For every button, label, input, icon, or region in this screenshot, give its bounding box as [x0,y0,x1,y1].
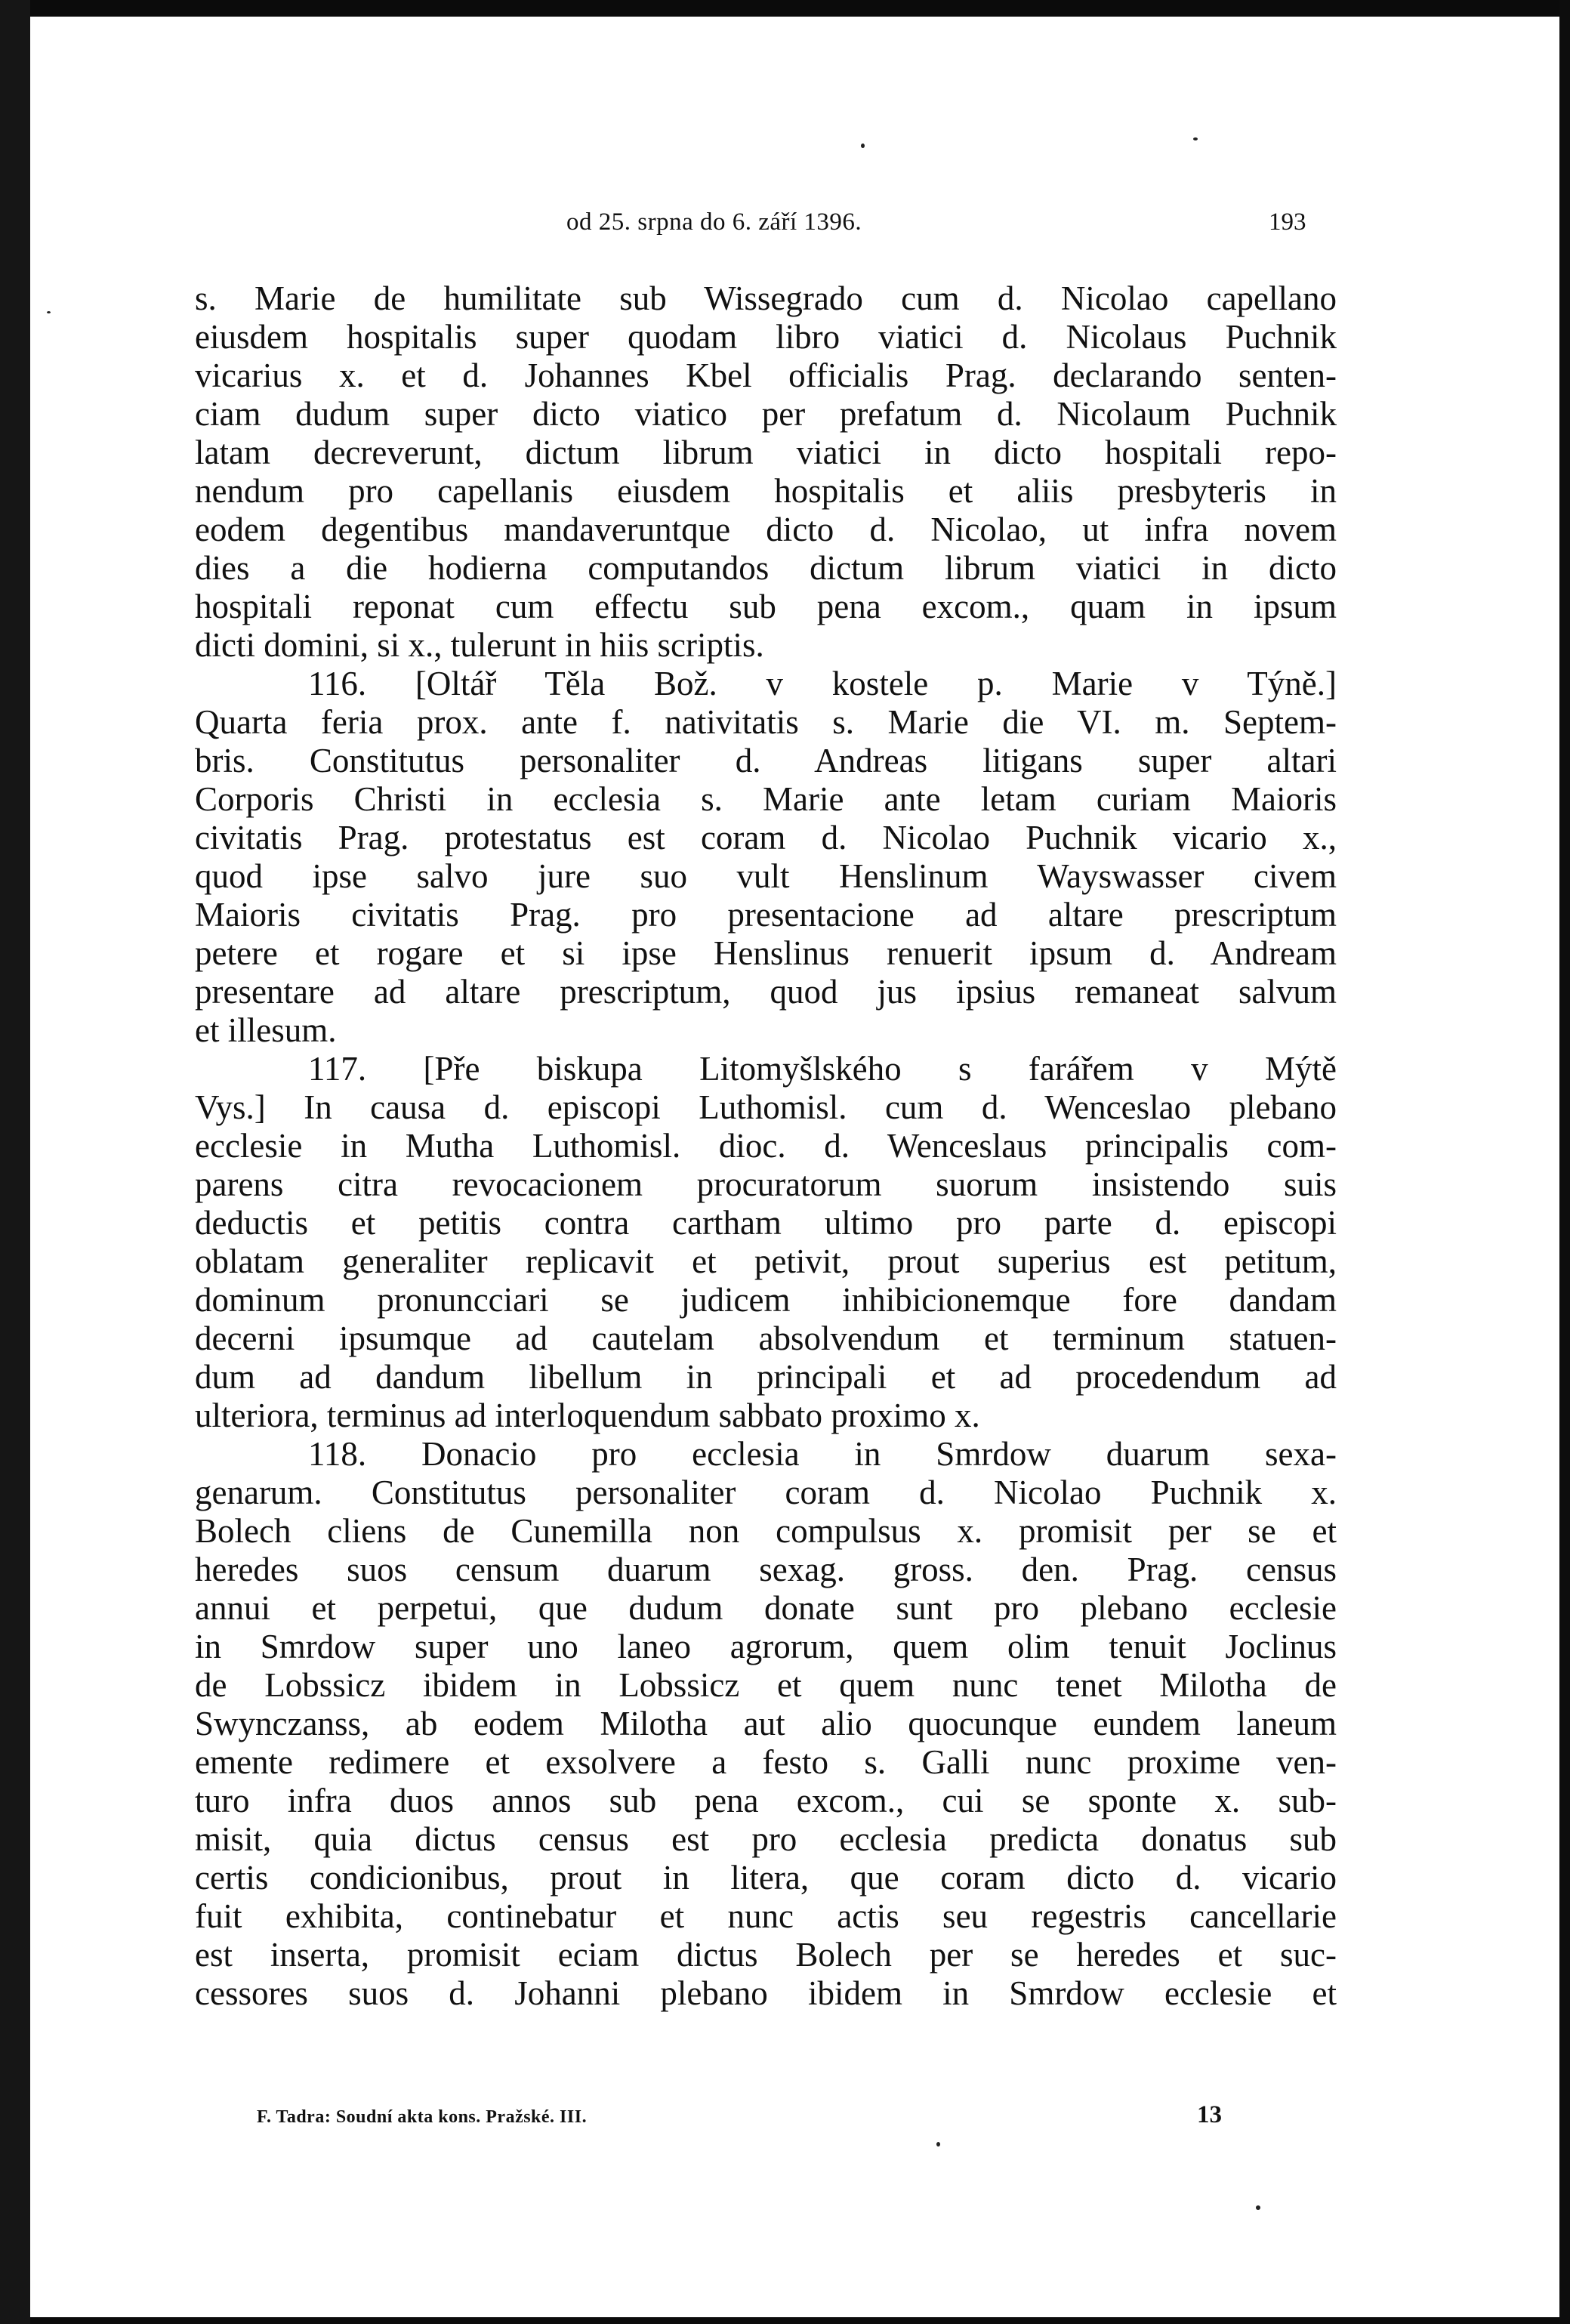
scan-speck [47,311,51,313]
text-line: Swynczanss, ab eodem Milotha aut alio quocunque eundem laneum [195,1705,1337,1742]
scan-right-border [1559,0,1570,2324]
text-line: dicti domini, si x., tulerunt in hiis scriptis. [195,626,764,664]
text-line: dies a die hodierna computandos dictum librum viatici in dicto [195,549,1337,587]
text-line: Vys.] In causa d. episcopi Luthomisl. cum d. Wenceslao plebano [195,1088,1337,1126]
text-line: civitatis Prag. protestatus est coram d. Nicolao Puchnik vicario x., [195,819,1337,856]
body-text [195,279,1337,2013]
text-line: fuit exhibita, continebatur et nunc actis seu regestris cancellarie [195,1897,1337,1935]
text-line: s. Marie de humilitate sub Wissegrado cum d. Nicolao capellano [195,279,1337,317]
text-line: Corporis Christi in ecclesia s. Marie ante letam curiam Maioris [195,780,1337,818]
text-line: dum ad dandum libellum in principali et ad procedendum ad [195,1358,1337,1396]
text-line: emente redimere et exsolvere a festo s. Galli nunc proxime ven- [195,1743,1337,1781]
text-line: presentare ad altare prescriptum, quod jus ipsius remaneat salvum [195,973,1337,1011]
text-line: eodem degentibus mandaveruntque dicto d. Nicolao, ut infra novem [195,511,1337,548]
page-number: 193 [1269,208,1306,236]
entry-heading-117: 117. [Pře biskupa Litomyšlského s farářem v Mýtě [308,1050,1337,1088]
text-line: hospitali reponat cum effectu sub pena excom., quam in ipsum [195,588,1337,625]
text-line: petere et rogare et si ipse Henslinus renuerit ipsum d. Andream [195,934,1337,972]
text-line: heredes suos censum duarum sexag. gross. den. Prag. census [195,1551,1337,1588]
book-page [30,17,1559,2317]
text-line: ciam dudum super dicto viatico per prefatum d. Nicolaum Puchnik [195,395,1337,433]
footer-signature-text: F. Tadra: Soudní akta kons. Pražské. III. [257,2107,588,2127]
text-line: Quarta feria prox. ante f. nativitatis s. Marie die VI. m. Septem- [195,703,1337,741]
text-line: vicarius x. et d. Johannes Kbel officialis Prag. declarando senten- [195,356,1337,394]
text-line: oblatam generaliter replicavit et petivit, prout superius est petitum, [195,1242,1337,1280]
text-line: de Lobssicz ibidem in Lobssicz et quem nunc tenet Milotha de [195,1666,1337,1704]
text-line: est inserta, promisit eciam dictus Bolech per se heredes et suc- [195,1936,1337,1974]
text-line: dominum pronuncciari se judicem inhibicionemque fore dandam [195,1281,1337,1319]
text-line: in Smrdow super uno laneo agrorum, quem olim tenuit Joclinus [195,1628,1337,1665]
running-header [30,195,1559,240]
text-line: turo infra duos annos sub pena excom., cui se sponte x. sub- [195,1782,1337,1819]
text-line: et illesum. [195,1011,337,1049]
text-line: annui et perpetui, que dudum donate sunt pro plebano ecclesie [195,1589,1337,1627]
text-line: ecclesie in Mutha Luthomisl. dioc. d. Wenceslaus principalis com- [195,1127,1337,1165]
text-line: certis condicionibus, prout in litera, que coram dicto d. vicario [195,1859,1337,1897]
text-line: eiusdem hospitalis super quodam libro viatici d. Nicolaus Puchnik [195,318,1337,356]
scan-left-border [0,0,30,2324]
scan-speck [936,2142,940,2147]
text-line: Maioris civitatis Prag. pro presentacione ad altare prescriptum [195,896,1337,934]
text-line: deductis et petitis contra cartham ultimo pro parte d. episcopi [195,1204,1337,1242]
text-line: Bolech cliens de Cunemilla non compulsus x. promisit per se et [195,1512,1337,1550]
entry-heading-116: 116. [Oltář Těla Bož. v kostele p. Marie v Týně.] [308,665,1337,702]
text-line: ulteriora, terminus ad interloquendum sabbato proximo x. [195,1397,980,1434]
scan-speck [1193,137,1198,140]
text-line: cessores suos d. Johanni plebano ibidem in Smrdow ecclesie et [195,1974,1337,2012]
text-line: nendum pro capellanis eiusdem hospitalis et aliis presbyteris in [195,472,1337,510]
entry-heading-118: 118. Donacio pro ecclesia in Smrdow duarum sexa- [308,1435,1337,1473]
text-line: quod ipse salvo jure suo vult Henslinum Wayswasser civem [195,857,1337,895]
text-line: parens citra revocacionem procuratorum suorum insistendo suis [195,1165,1337,1203]
text-line: latam decreverunt, dictum librum viatici in dicto hospitali repo- [195,434,1337,471]
footer-sheet-number: 13 [1197,2101,1222,2128]
text-line: genarum. Constitutus personaliter coram d. Nicolao Puchnik x. [195,1474,1337,1511]
text-line: misit, quia dictus census est pro ecclesia predicta donatus sub [195,1820,1337,1858]
scan-speck [1256,2205,1260,2210]
page-footer [30,2101,1559,2139]
scan-speck [861,144,865,148]
text-line: bris. Constitutus personaliter d. Andreas litigans super altari [195,742,1337,779]
header-title: od 25. srpna do 6. září 1396. [566,208,862,236]
text-line: decerni ipsumque ad cautelam absolvendum et terminum statuen- [195,1319,1337,1357]
